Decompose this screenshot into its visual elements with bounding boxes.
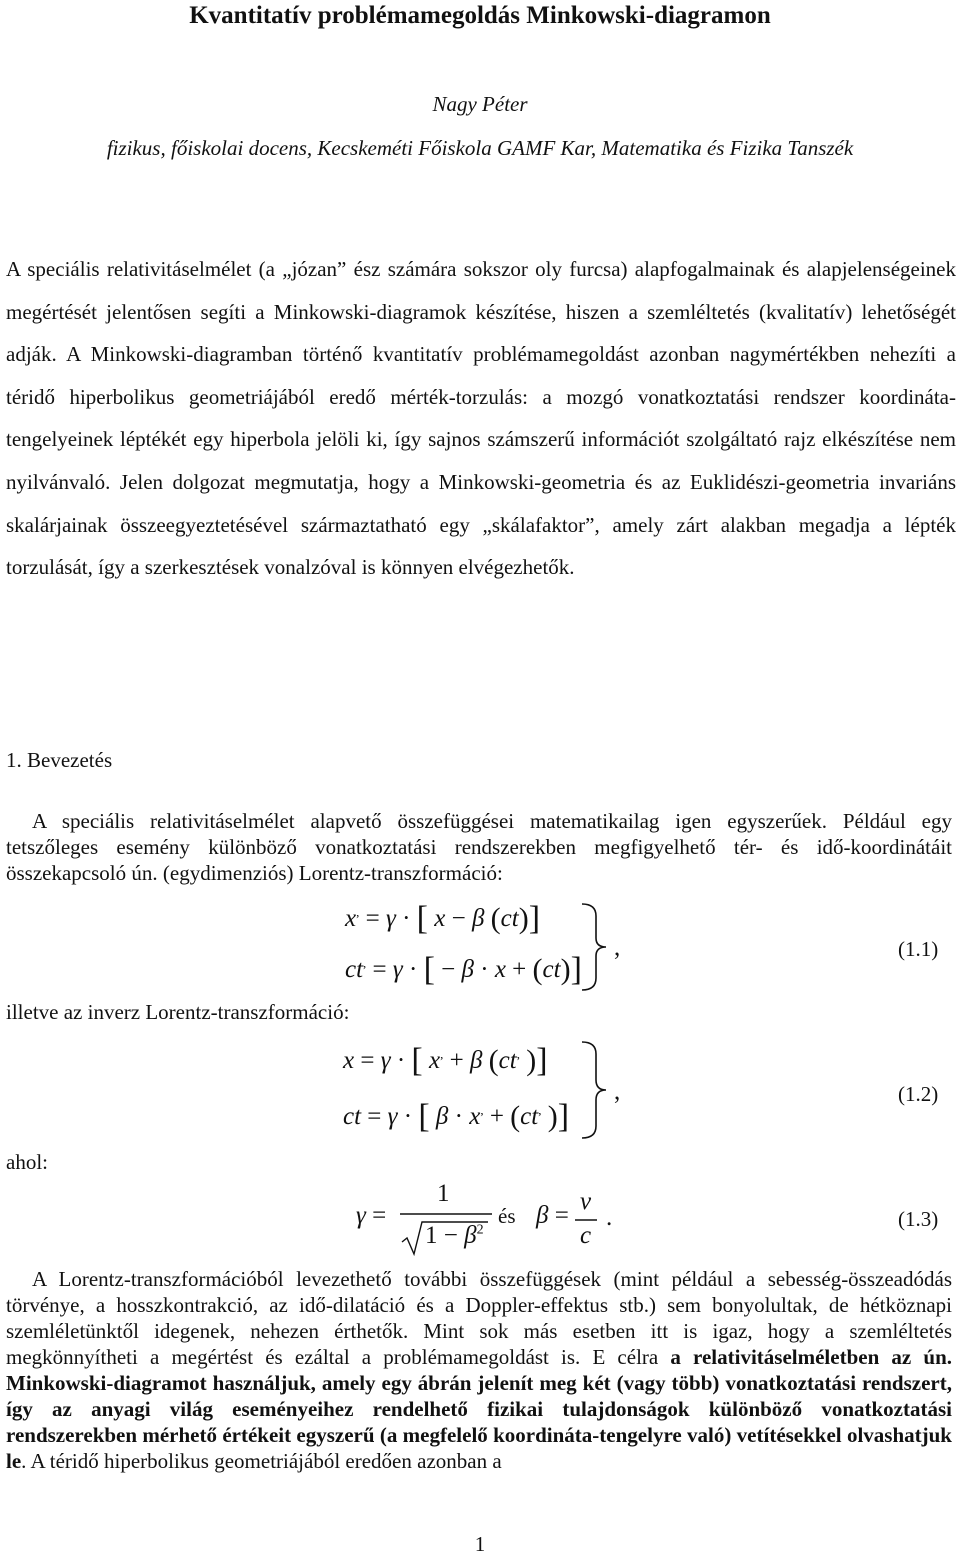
para2-end: . A téridő hiperbolikus geometriájából eredően azonban a bbox=[21, 1449, 502, 1473]
eq-number: (1.2) bbox=[898, 1082, 939, 1106]
paragraph-2 bbox=[6, 1266, 952, 1474]
ahol-label: ahol: bbox=[6, 1150, 48, 1174]
para2-bold: a relativitáselméletben az ún. Minkowski-diagramot használjuk, amely egy ábrán jelenít meg két (vagy több) vonatkoztatási rendszert, így az anyagi világ eseményeihez rendelhető fizikai tulajdonságok különböző vonatkoztatási rendszerekben mérhető értékeit egyszerű (a megfelelő koordináta-tengelyre való) vetítésekkel olvashatjuk le bbox=[6, 1345, 952, 1473]
paper-title: Kvantitatív problémamegoldás Minkowski-diagramon bbox=[189, 2, 771, 29]
para2-start: A Lorentz-transzformációból levezethető további összefüggések (mint például a sebesség-összeadódás törvénye, a hosszkontrakció, az idő-dilatáció és a Doppler-effektus stb.) sem bonyolultak, de hétköznapi szemléletünktől idegenek, nehezen érthetők. Mint sok más esetben itt is igaz, hogy a szemléltetés megkönnyítheti a megértést és ezáltal a problémamegoldást is. E célra bbox=[6, 1267, 952, 1369]
page-number: 1 bbox=[474, 1532, 486, 1556]
right-brace-icon bbox=[578, 902, 618, 992]
abstract: A speciális relativitáselmélet (a „józan” ész számára sokszor oly furcsa) alapfogalmainak és alapjelenségeinek megértését jelentősen segíti a Minkowski-diagramok készítése, hiszen a szemléltetés (kvalitatív) lehetőségét adják. A Minkowski-diagramban történő kvantitatív problémamegoldást azonban nagymértékben nehezíti a téridő hiperbolikus geometriájából eredő mérték-torzulás: a mozgó vonatkoztatási rendszer koordináta-tengelyeinek léptékét egy hiperbola jelöli ki, így sajnos számszerű információt szolgáltató rajz elkészítése nem nyilvánvaló. Jelen dolgozat megmutatja, hogy a Minkowski-geometria és az Euklidészi-geometria invariáns skalárjainak összeegyeztetésével származtatható egy „skálafaktor”, amely zárt alakban megadja a lépték torzulását, így a szerkesztések vonalzóval is könnyen elvégezhetők. bbox=[6, 257, 956, 580]
intro-paragraph bbox=[6, 808, 952, 886]
intro-text: A speciális relativitáselmélet alapvető összefüggései matematikailag igen egyszerűek. Például egy tetszőleges esemény különböző vonatkoztatási rendszerekben megfigyelhető tér- és idő-koordinátáit összekapcsoló ún. (egydimenziós) Lorentz-transzformáció: bbox=[6, 809, 952, 885]
section-heading: 1. Bevezetés bbox=[6, 748, 113, 772]
inverse-label: illetve az inverz Lorentz-transzformáció: bbox=[6, 1000, 350, 1024]
right-brace-icon bbox=[578, 1040, 618, 1140]
eq-number: (1.3) bbox=[898, 1207, 939, 1231]
eq-number: (1.1) bbox=[898, 937, 939, 961]
author-affiliation: fizikus, főiskolai docens, Kecskeméti Főiskola GAMF Kar, Matematika és Fizika Tanszék bbox=[106, 136, 854, 160]
author-name: Nagy Péter bbox=[432, 92, 528, 116]
es-word: és bbox=[498, 1204, 516, 1228]
